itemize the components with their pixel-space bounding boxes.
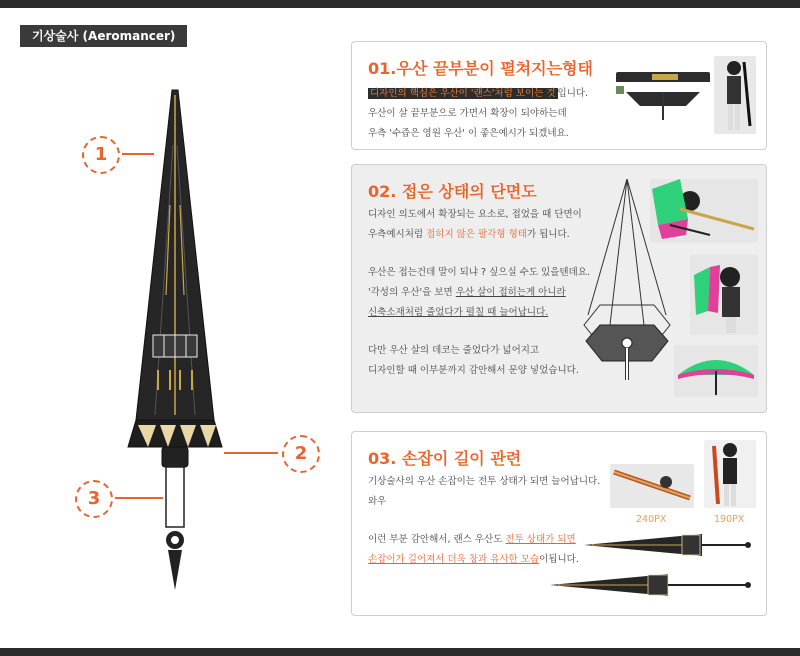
section-2-line-1: 디자인 의도에서 확장되는 요소로, 접었을 때 단면이 [368, 209, 582, 220]
section-3-panel [351, 431, 767, 616]
callout-1-line [122, 153, 154, 155]
section-2-line-5: 신축소재처럼 줄었다가 펼칠 때 늘어납니다. [368, 307, 549, 318]
section-3-title: 03. 손잡이 길이 관련 [368, 449, 522, 468]
bottom-bar [0, 648, 800, 656]
section-2-line-2-b: 가 됩니다. [526, 229, 570, 240]
folded-lance-umbrella-horizontal-2 [548, 572, 758, 598]
section-3-line-4-orange: 손잡이가 길어져서 더욱 창과 유사한 모습 [368, 554, 540, 565]
size-label-240: 240PX [636, 514, 667, 525]
section-1-highlight: 디자인의 핵심은 우산이 '랜스'처럼 보이는 것 [370, 88, 556, 99]
section-3-line-3-orange: 전투 상태가 되면 [505, 534, 576, 545]
callout-3-line [115, 497, 163, 499]
open-umbrella-example-image [616, 72, 710, 124]
lance-umbrella-illustration [110, 85, 240, 605]
section-2-line-4-a: '각성의 우산'을 보면 [368, 287, 456, 298]
section-2-line-2 [368, 225, 570, 245]
section-1-line-3: 우측 '수즙은 영원 우산' 이 좋은예시가 되겠네요. [368, 128, 569, 139]
section-3-line-3 [368, 530, 576, 550]
section-1-line-1 [368, 84, 588, 104]
section-2-line-4-underlined: 우산 살이 접히는게 아니라 [455, 287, 566, 298]
open-colorful-umbrella-image [674, 345, 758, 397]
section-1-title: 01.우산 끝부분이 펼쳐지는형태 [368, 59, 593, 78]
colorful-umbrella-example-image [650, 179, 758, 243]
section-3-line-1: 기상술사의 우산 손잡이는 전투 상태가 되면 늘어납니다. [368, 476, 601, 487]
callout-3: 3 [75, 480, 113, 518]
combat-handle-example-image-240 [610, 464, 694, 508]
character-reference-image-2 [690, 255, 758, 335]
section-2-title: 02. 접은 상태의 단면도 [368, 182, 537, 201]
section-2-line-3: 우산은 접는건데 말이 되냐 ? 싶으실 수도 있을텐데요. [368, 267, 590, 278]
section-3-line-2: 와우 [368, 496, 387, 507]
callout-2: 2 [282, 435, 320, 473]
section-2-line-7: 디자인할 때 이부분까지 감안해서 문양 넣었습니다. [368, 365, 579, 376]
callout-2-line [224, 452, 278, 454]
section-2-line-2-a: 우측예시처럼 [368, 229, 427, 240]
section-2-line-2-orange: 접히지 않은 팔각형 형태 [426, 229, 527, 240]
section-3-line-3-a: 이런 부분 감안해서, 랜스 우산도 [368, 534, 506, 545]
size-label-190: 190PX [714, 514, 745, 525]
section-1-line-2: 우산이 살 끝부분으로 가면서 확장이 되야하는데 [368, 108, 567, 119]
folded-lance-umbrella-horizontal-1 [582, 532, 758, 558]
character-reference-image-1 [714, 56, 756, 134]
section-2-line-6: 다만 우산 살의 데코는 줄었다가 넓어지고 [368, 345, 540, 356]
section-1-line-1-rest: 입니다. [557, 88, 589, 99]
section-3-line-4 [368, 550, 579, 570]
section-2-line-4 [368, 283, 566, 303]
section-2-panel [351, 164, 767, 413]
section-1-panel [351, 41, 767, 150]
section-3-line-4-b: 이됩니다. [539, 554, 579, 565]
top-bar [0, 0, 800, 8]
callout-1: 1 [82, 136, 120, 174]
page-title: 기상술사 (Aeromancer) [20, 25, 187, 47]
combat-handle-example-image-190 [704, 440, 756, 508]
